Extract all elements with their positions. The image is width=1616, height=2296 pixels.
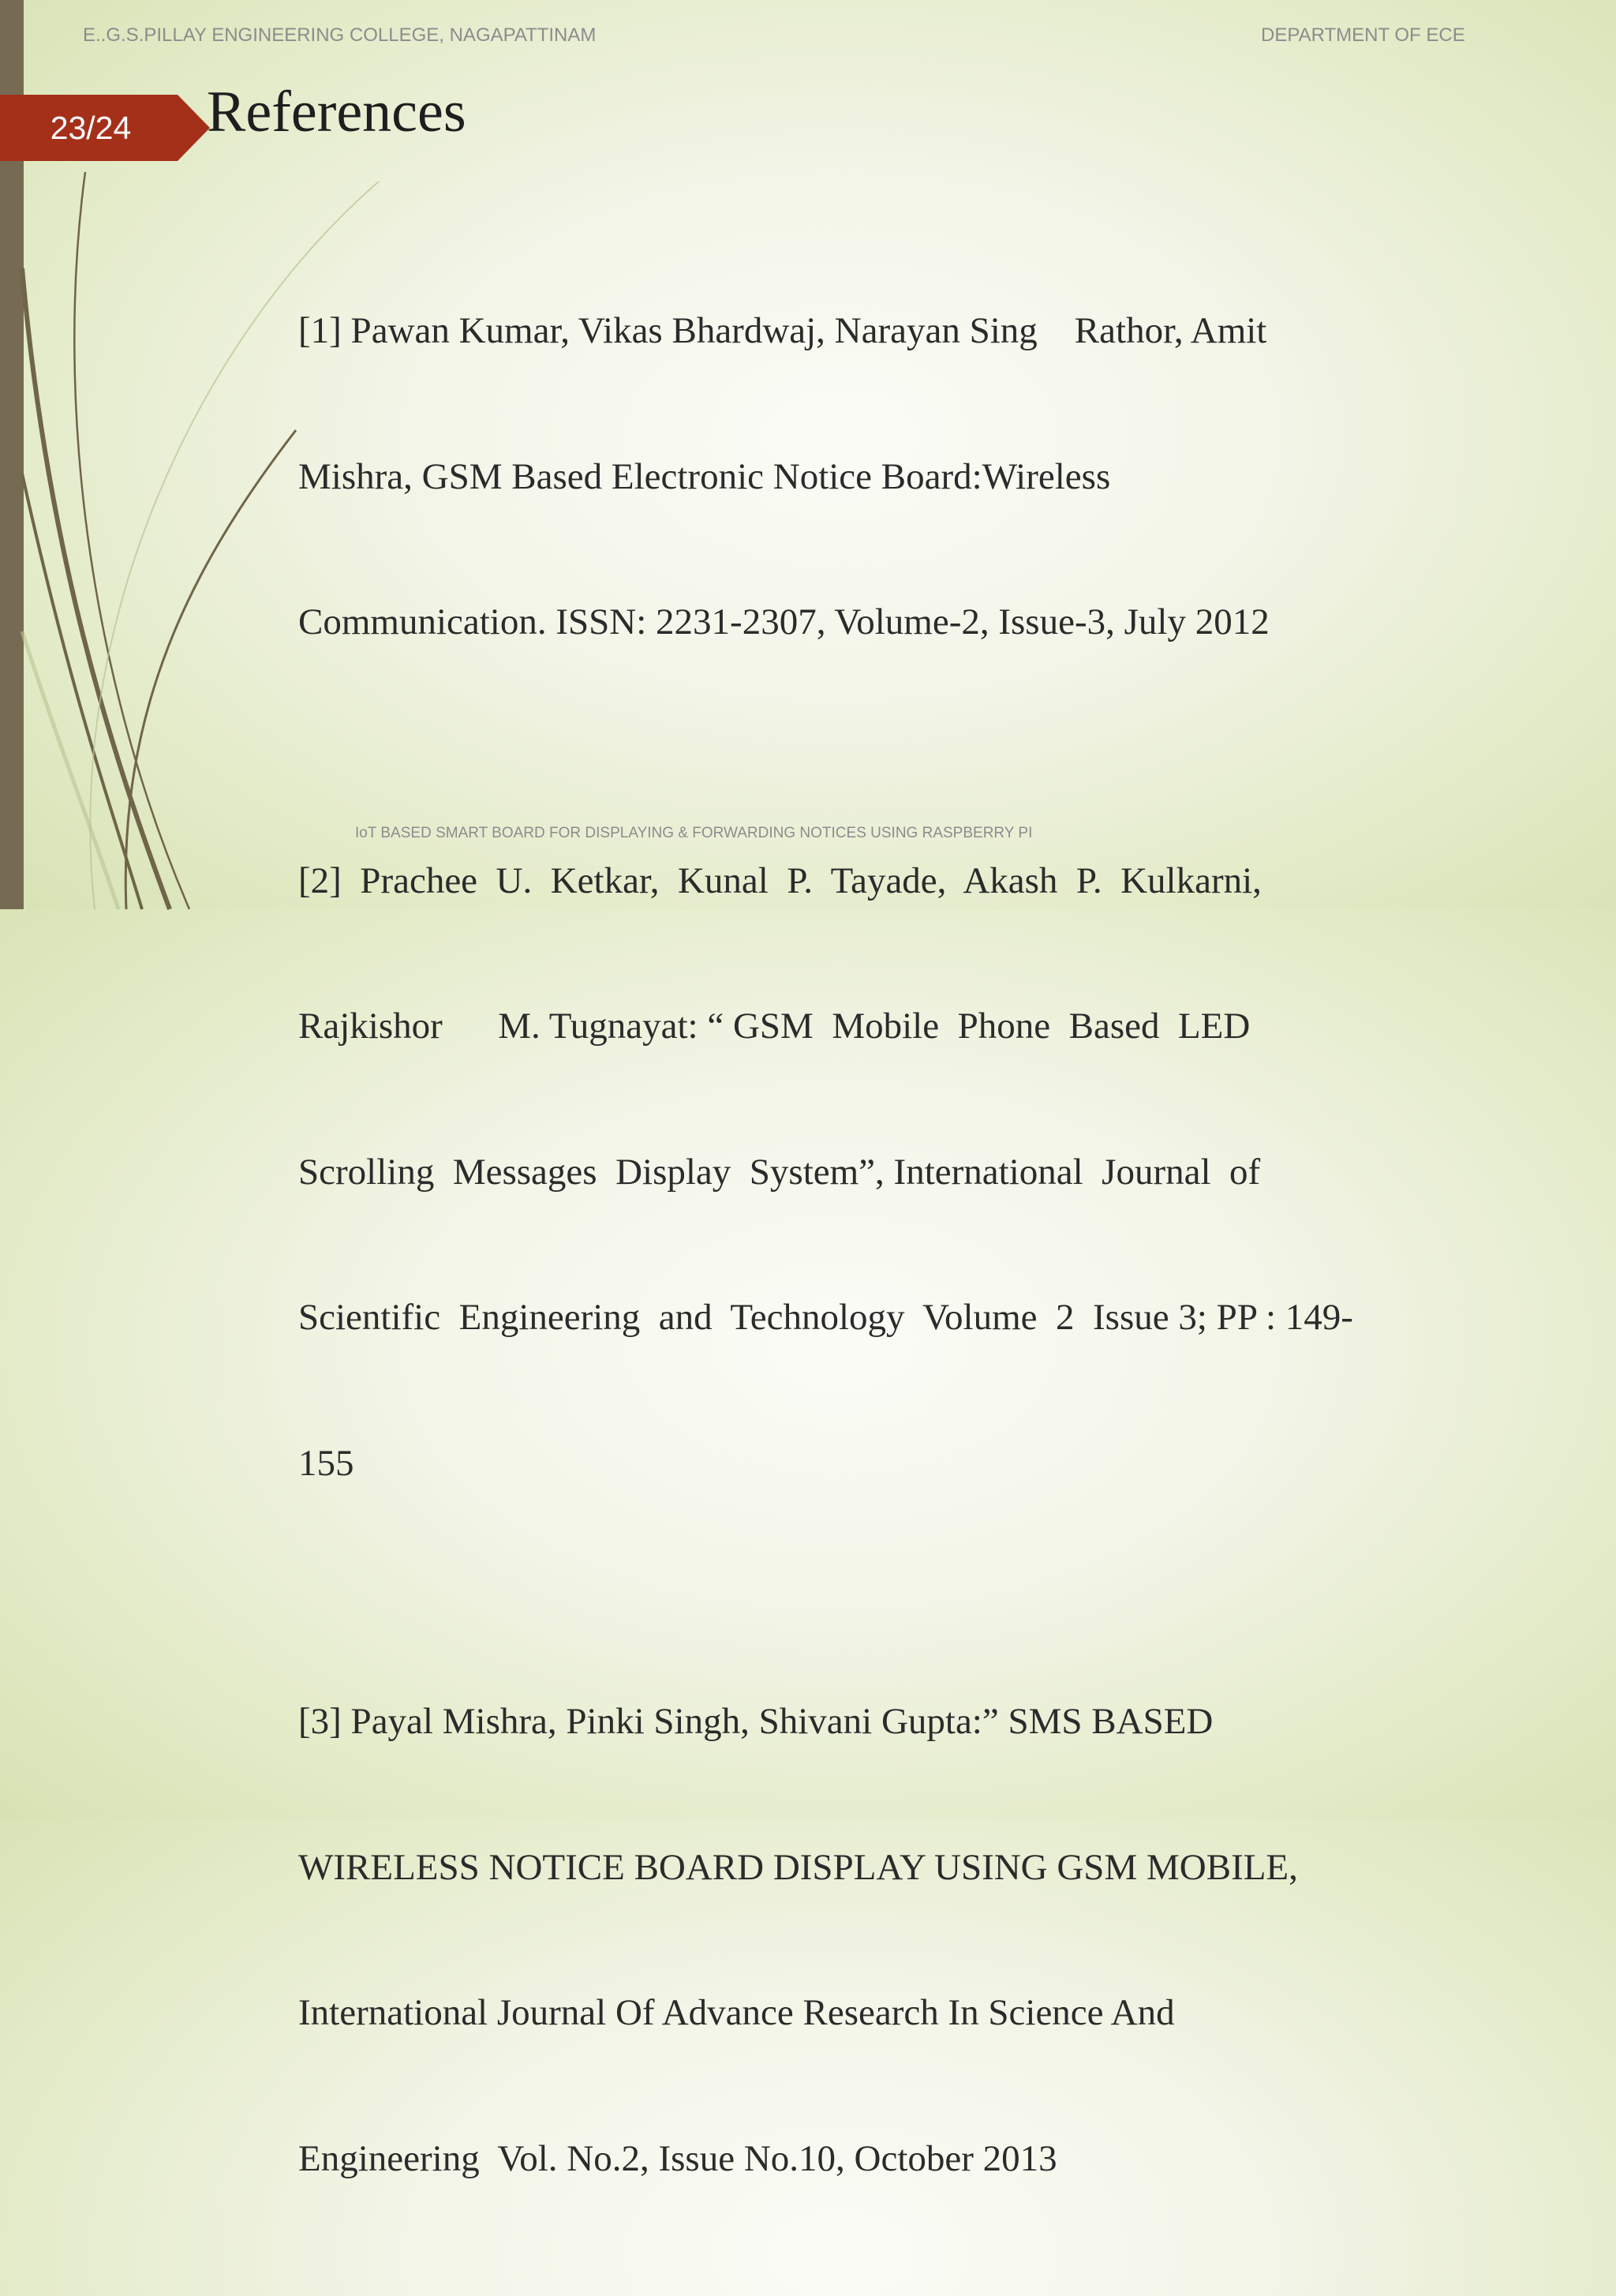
reference-item bbox=[298, 760, 1450, 1586]
reference-line: Mishra, GSM Based Electronic Notice Board:Wireless bbox=[298, 455, 1111, 497]
reference-line: Scientific Engineering and Technology Volume 2 Issue 3; PP : 149- bbox=[298, 1297, 1353, 1338]
reference-line: Communication. ISSN: 2231-2307, Volume-2, Issue-3, July 2012 bbox=[298, 601, 1270, 642]
reference-line: Scrolling Messages Display System”, International Journal of bbox=[298, 1151, 1261, 1193]
decor-curve bbox=[22, 631, 118, 909]
reference-item bbox=[298, 210, 1450, 744]
reference-line: Rajkishor M. Tugnayat: “ GSM Mobile Phone Based LED bbox=[298, 1006, 1251, 1047]
footer-project-title: IoT BASED SMART BOARD FOR DISPLAYING & FORWARDING NOTICES USING RASPBERRY PI bbox=[355, 825, 1033, 841]
reference-line: 155 bbox=[298, 1442, 354, 1484]
reference-line: Engineering Vol. No.2, Issue No.10, October 2013 bbox=[298, 2137, 1057, 2179]
decor-curve bbox=[125, 430, 296, 909]
decor-curve bbox=[22, 268, 170, 909]
reference-line: WIRELESS NOTICE BOARD DISPLAY USING GSM MOBILE, bbox=[298, 1846, 1298, 1888]
references-list bbox=[298, 210, 1450, 2296]
college-name: E..G.S.PILLAY ENGINEERING COLLEGE, NAGAPATTINAM bbox=[83, 24, 597, 46]
reference-item bbox=[298, 1601, 1450, 2280]
decor-curve bbox=[22, 474, 142, 909]
department-name: DEPARTMENT OF ECE bbox=[1261, 24, 1465, 46]
reference-line: International Journal Of Advance Research In Science And bbox=[298, 1992, 1175, 2033]
reference-line: [1] Pawan Kumar, Vikas Bhardwaj, Narayan Sing Rathor, Amit bbox=[298, 310, 1267, 351]
slide-number: 23/24 bbox=[50, 110, 132, 146]
reference-line: [2] Prachee U. Ketkar, Kunal P. Tayade, Akash P. Kulkarni, bbox=[298, 860, 1262, 901]
decor-curve bbox=[74, 172, 189, 909]
slide-number-badge bbox=[0, 95, 205, 161]
slide-title: References bbox=[207, 80, 466, 144]
reference-line: [3] Payal Mishra, Pinki Singh, Shivani Gupta:” SMS BASED bbox=[298, 1701, 1214, 1742]
